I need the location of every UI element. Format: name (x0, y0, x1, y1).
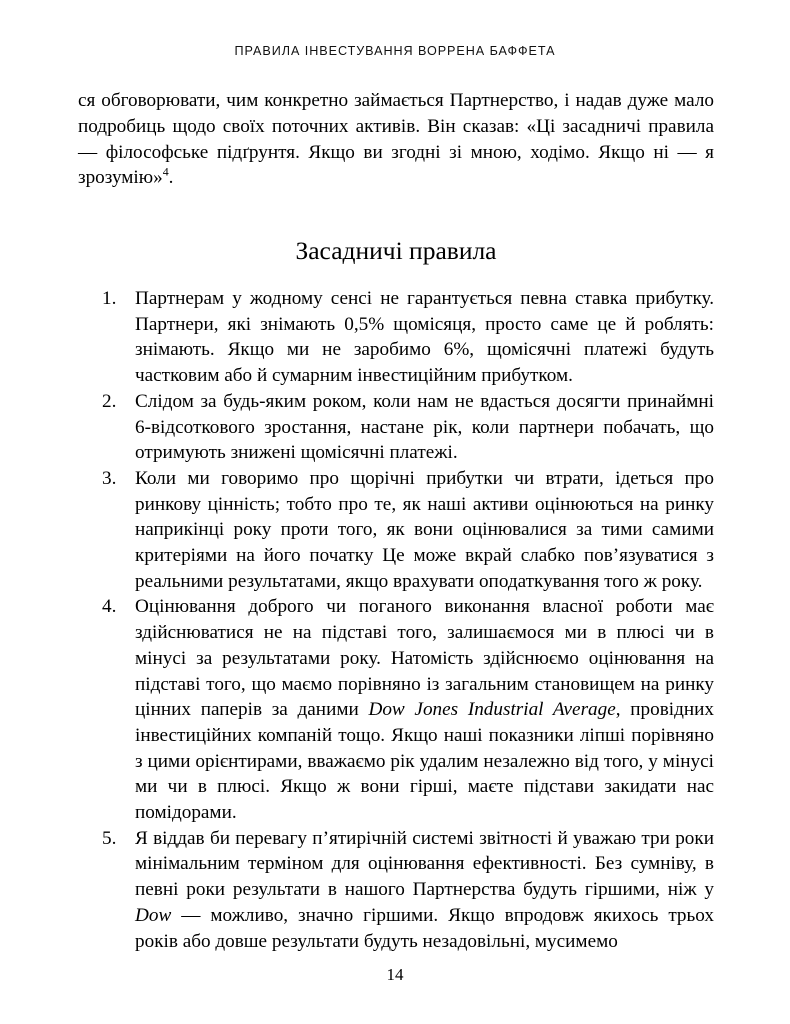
footnote-reference-4[interactable]: 4 (162, 165, 169, 179)
rule-item-2 (78, 389, 714, 466)
section-heading: Засадничі правила (295, 236, 497, 265)
intro-paragraph-text: ся обговорювати, чим конкретно займається Партнерство, і надав дуже мало подробиць щодо своїх поточних активів. Він сказав: «Ці засадничі правила — філософське підґрунтя. Якщо ви згодні зі мною, ходімо. Якщо ні — я зрозумію» (78, 90, 714, 189)
rule-item-4 (78, 594, 714, 825)
rules-list (78, 286, 714, 954)
rule-item-3-text: Коли ми говоримо про щорічні прибутки чи втрати, ідеться про ринкову цінність; тобто про те, як наші активи оцінюються на ринку наприкінці року проти того, як вони оцінювалися за тими самими критеріями на його початку Це може вкрай слабко пов’язуватися з реальними результатами, якщо врахувати оподаткування того ж року. (135, 467, 714, 592)
rule-item-4-text-part1: Оцінювання доброго чи поганого виконання власної роботи має здійснюватися не на підставі того, залишаємося ми в плюсі чи в мінусі за результатами року. Натомість здійснюємо оцінювання на підставі того, що маємо порівняно із загальним становищем на ринку цінних паперів за даними (135, 596, 714, 721)
rule-item-5-text-part1: Я віддав би перевагу п’ятирічній системі звітності й уважаю три роки мінімальним терміном для оцінювання ефективності. Без сумніву, в певні роки результати в нашого Партнерства будуть гіршими, ніж у (135, 827, 714, 901)
rule-item-1 (78, 286, 714, 389)
intro-paragraph (78, 88, 714, 191)
rule-item-5 (78, 826, 714, 955)
intro-paragraph-tail: . (168, 167, 174, 189)
rule-item-4-text-part2: , провідних інвестиційних компаній тощо. Якщо наші показники ліпші порівняно з цими орієнтирами, вважаємо рік удалим незалежно від того, у мінусі ми чи в плюсі. Якщо ж вони гірші, маєте підстави закидати нас помідорами. (135, 699, 714, 824)
running-header: ПРАВИЛА ІНВЕСТУВАННЯ ВОРРЕНА БАФФЕТА (234, 44, 556, 58)
rule-item-4-italic-dow-jones-industrial-average: Dow Jones Industrial Average (368, 699, 616, 721)
rule-item-2-text: Слідом за будь-яким роком, коли нам не вдасться досягти принаймні 6-відсоткового зростання, настане рік, коли партнери побачать, що отримують знижені щомісячні платежі. (135, 390, 714, 464)
page-number: 14 (386, 965, 404, 984)
rule-item-5-italic-dow: Dow (135, 904, 172, 926)
text-column (78, 88, 714, 952)
rule-item-5-text-part2: — можливо, значно гіршими. Якщо впродовж якихось трьох років або довше результати будуть незадовільні, мусимемо (135, 904, 714, 952)
rule-item-3 (78, 466, 714, 595)
rule-item-1-text: Партнерам у жодному сенсі не гарантується певна ставка прибутку. Партнери, які знімають 0,5% щомісяця, просто саме це й роблять: знімають. Якщо ми не заробимо 6%, щомісячні платежі будуть частковим або й сумарним інвестиційним прибутком. (135, 288, 714, 387)
